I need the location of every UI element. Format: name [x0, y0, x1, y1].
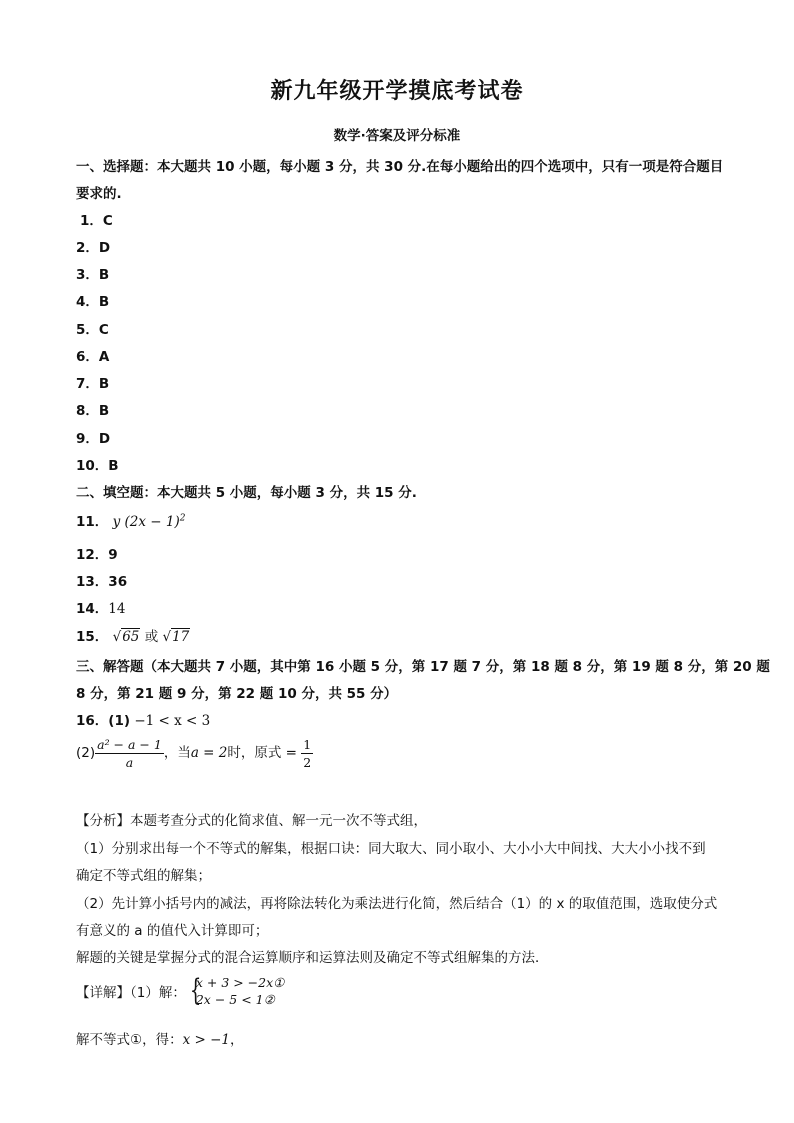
answer-row: 3．B: [76, 267, 110, 283]
answer-row: 4．B: [76, 294, 110, 310]
section3-heading-line2: 8 分，第 21 题 9 分，第 22 题 10 分，共 55 分）: [76, 686, 398, 702]
answer-row: 6．A: [76, 349, 110, 365]
solve-line: 解不等式①，得：x > −1，: [76, 1032, 244, 1048]
inequality-system: { x + 3 > −2x① 2x − 5 < 1②: [189, 973, 285, 1008]
answer-row-13: 13．36: [76, 574, 128, 590]
analysis-line3: 确定不等式组的解集；: [76, 868, 211, 884]
answer-row-16-part1: 16．(1) −1 < x < 3: [76, 713, 211, 729]
analysis-line5: 有意义的 a 的值代入计算即可；: [76, 923, 269, 939]
page-subtitle: 数学·答案及评分标准: [333, 128, 461, 144]
answer-row: 10．B: [76, 458, 119, 474]
sqrt-17: √17: [162, 629, 190, 645]
answer-row: 9．D: [76, 431, 111, 447]
answer-row-11: 11． y $(2x - 1)^2$: [76, 513, 186, 530]
section2-heading: 二、填空题：本大题共 5 小题，每小题 3 分，共 15 分.: [76, 485, 417, 501]
section1-heading-line2: 要求的.: [76, 186, 122, 202]
analysis-line6: 解题的关键是掌握分式的混合运算顺序和运算法则及确定不等式组解集的方法．: [76, 950, 549, 966]
answer-row-15: 15． √65 或 √17: [76, 629, 190, 645]
answer-row: 8．B: [76, 403, 110, 419]
answer-row: 2．D: [76, 240, 111, 256]
sqrt-65: √65: [112, 629, 140, 645]
answer-row: 7．B: [76, 376, 110, 392]
answer-row-14: 14．14: [76, 601, 126, 617]
analysis-line4: （2）先计算小括号内的减法，再将除法转化为乘法进行化简，然后结合（1）的 x 的取值范围，选取使分式: [76, 896, 718, 912]
analysis-line1: 【分析】本题考查分式的化简求值、解一元一次不等式组，: [76, 813, 427, 829]
answer-row-16-part2: (2) $\frac{\text{a² − a − 1}}{a}$ ，当a = 2时，原式 = $\frac{1}{2}$: [76, 737, 312, 770]
detail-line: 【详解】（1）解： { x + 3 > −2x① 2x − 5 < 1②: [76, 973, 285, 1008]
section1-heading-line1: 一、选择题：本大题共 10 小题，每小题 3 分，共 30 分.在每小题给出的四个选项中，只有一项是符合题目: [76, 159, 724, 175]
fraction-value: $\frac{1}{2}$: [303, 737, 312, 770]
answer-row-12: 12．9: [76, 547, 118, 563]
answer-row: 5．C: [76, 322, 109, 338]
analysis-line2: （1）分别求出每一个不等式的解集，根据口诀：同大取大、同小取小、大小小大中间找、大大小小找不到: [76, 841, 706, 857]
page-title: 新九年级开学摸底考试卷: [270, 79, 524, 104]
answer-row: 1．C: [80, 213, 113, 229]
fraction-expression: $\frac{\text{a² − a − 1}}{a}$: [97, 737, 162, 770]
section3-heading-line1: 三、解答题（本大题共 7 小题，其中第 16 小题 5 分，第 17 题 7 分，第 18 题 8 分，第 19 题 8 分，第 20 题: [76, 659, 770, 675]
